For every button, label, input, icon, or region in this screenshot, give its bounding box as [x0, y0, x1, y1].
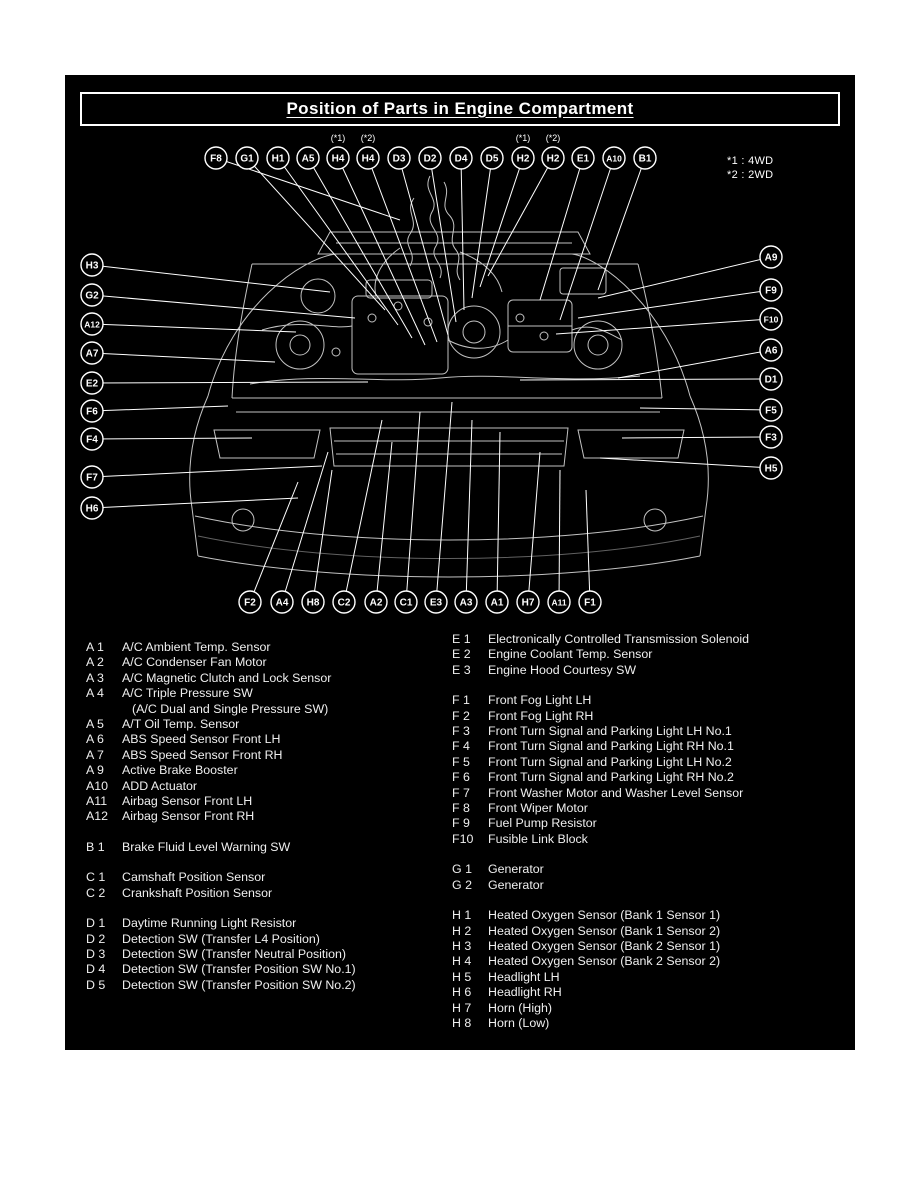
callout-f8 — [205, 147, 227, 169]
legend-text: Horn (High) — [488, 1000, 553, 1015]
callout-a2 — [365, 591, 387, 613]
leader-line — [488, 158, 553, 276]
legend-text: Front Turn Signal and Parking Light LH No.2 — [488, 754, 732, 769]
legend-row — [86, 732, 446, 747]
legend-code: B 1 — [86, 839, 105, 854]
legend-column-left — [86, 640, 446, 1008]
legend-row — [86, 870, 446, 885]
legend-row — [452, 724, 852, 739]
legend-row — [452, 663, 852, 678]
callout-g2 — [81, 284, 103, 306]
callout-h1 — [267, 147, 289, 169]
legend-code: D 5 — [86, 977, 106, 992]
legend-row — [86, 886, 446, 901]
legend-row — [452, 924, 852, 939]
legend-code: H 1 — [452, 908, 472, 923]
callout-e1 — [572, 147, 594, 169]
callout-h3 — [81, 254, 103, 276]
legend-code: H 3 — [452, 938, 472, 953]
callout-f10 — [760, 308, 782, 330]
callout-a1 — [486, 591, 508, 613]
callout-label: C1 — [399, 597, 413, 609]
legend-row — [452, 755, 852, 770]
leader-line — [559, 470, 560, 602]
callout-label: H2 — [516, 153, 530, 165]
callout-c2 — [333, 591, 355, 613]
legend-row — [452, 908, 852, 923]
variant-note-2wd: *2 : 2WD — [727, 169, 774, 181]
callout-d4 — [450, 147, 472, 169]
callout-label: F3 — [765, 432, 777, 444]
legend-text: Headlight LH — [488, 969, 560, 984]
callout-a10 — [603, 147, 625, 169]
callout-label: F10 — [763, 314, 779, 325]
legend-code: A 9 — [86, 763, 104, 778]
leader-line — [466, 420, 472, 602]
legend-code: E 2 — [452, 647, 471, 662]
callout-d5 — [481, 147, 503, 169]
callout-label: A1 — [490, 597, 504, 609]
callout-f3 — [760, 426, 782, 448]
legend-code: F 9 — [452, 816, 470, 831]
legend-text: (A/C Dual and Single Pressure SW) — [132, 701, 329, 716]
callout-label: A4 — [275, 597, 289, 609]
legend-code: A 4 — [86, 686, 104, 701]
legend-code: E 3 — [452, 662, 471, 677]
legend-code: F 5 — [452, 754, 470, 769]
callout-label: D2 — [423, 153, 437, 165]
leader-line — [247, 158, 385, 310]
callout-c1 — [395, 591, 417, 613]
leader-line — [92, 382, 368, 383]
legend-text: A/C Triple Pressure SW — [122, 686, 253, 701]
legend-text: Generator — [488, 877, 544, 892]
callout-label: F2 — [244, 597, 256, 609]
legend-text: Detection SW (Transfer Position SW No.2) — [122, 977, 356, 992]
callout-label: H4 — [331, 153, 345, 165]
legend-text: Fuel Pump Resistor — [488, 816, 597, 831]
callout-label: E3 — [429, 597, 443, 609]
leader-line — [578, 290, 771, 318]
legend-text: Horn (Low) — [488, 1015, 550, 1030]
callout-label: A6 — [764, 345, 778, 357]
callout-label: F7 — [86, 472, 98, 484]
legend-text: Engine Hood Courtesy SW — [488, 662, 637, 677]
legend-row — [86, 932, 446, 947]
leader-line — [556, 319, 771, 334]
callout-a5 — [297, 147, 319, 169]
legend-code: D 4 — [86, 962, 106, 977]
callout-a9 — [760, 246, 782, 268]
legend-code: H 7 — [452, 1000, 472, 1015]
legend-text: A/C Ambient Temp. Sensor — [122, 640, 271, 654]
legend-text: Daytime Running Light Resistor — [122, 916, 297, 931]
leader-line — [520, 379, 771, 380]
legend-code: A10 — [86, 778, 109, 793]
legend-row — [86, 640, 446, 655]
callout-d2 — [419, 147, 441, 169]
legend-row — [452, 816, 852, 831]
callout-f5 — [760, 399, 782, 421]
legend-text: Heated Oxygen Sensor (Bank 2 Sensor 2) — [488, 954, 721, 969]
legend-text: A/C Magnetic Clutch and Lock Sensor — [122, 670, 332, 685]
legend-row — [86, 978, 446, 993]
legend-text: Generator — [488, 862, 544, 877]
legend-code: D 2 — [86, 931, 106, 946]
legend-text: Front Turn Signal and Parking Light RH No.2 — [488, 770, 734, 785]
leader-line — [528, 452, 540, 602]
legend-row — [86, 655, 446, 670]
legend-row — [86, 748, 446, 763]
callout-variant-note: (*1) — [515, 133, 531, 143]
legend-row — [86, 947, 446, 962]
callout-label: H3 — [85, 260, 99, 272]
legend-group — [452, 693, 852, 847]
callout-variant-note: (*2) — [360, 133, 376, 143]
callout-variant-note: (*2) — [545, 133, 561, 143]
callout-label: A5 — [301, 153, 315, 165]
callout-label: H4 — [361, 153, 375, 165]
callout-h4 — [357, 147, 379, 169]
leader-line — [598, 158, 645, 290]
legend-group — [452, 908, 852, 1031]
leader-line — [92, 406, 228, 411]
leader-line — [472, 158, 492, 298]
legend-row — [86, 779, 446, 794]
callout-d3 — [388, 147, 410, 169]
legend-row — [452, 954, 852, 969]
legend-text: Front Turn Signal and Parking Light RH No.1 — [488, 739, 734, 754]
legend-group — [452, 632, 852, 678]
callout-label: F6 — [86, 406, 98, 418]
legend-row — [452, 832, 852, 847]
callout-h4 — [327, 147, 349, 169]
callout-label: A10 — [606, 153, 622, 164]
legend-text: Heated Oxygen Sensor (Bank 2 Sensor 1) — [488, 938, 721, 953]
legend-row — [86, 794, 446, 809]
legend-row — [452, 770, 852, 785]
leader-line — [278, 158, 398, 325]
callout-h2 — [542, 147, 564, 169]
title-box — [80, 92, 840, 126]
callout-f4 — [81, 428, 103, 450]
legend-row — [452, 939, 852, 954]
legend-text: Detection SW (Transfer Neutral Position) — [122, 946, 347, 961]
leader-line — [308, 158, 412, 338]
legend-code: G 1 — [452, 862, 472, 877]
callout-label: A3 — [459, 597, 473, 609]
legend-code: F10 — [452, 831, 474, 846]
legend-code: F 6 — [452, 770, 470, 785]
engine-illustration — [190, 176, 709, 577]
legend-row — [452, 1016, 852, 1031]
callout-label: D4 — [454, 153, 468, 165]
callout-f7 — [81, 466, 103, 488]
leader-line — [92, 265, 330, 292]
callout-label: D1 — [764, 374, 778, 386]
leader-line — [313, 470, 332, 602]
leader-line — [399, 158, 448, 335]
legend-group — [86, 916, 446, 993]
callout-h5 — [760, 457, 782, 479]
legend-code: F 3 — [452, 724, 470, 739]
callout-e2 — [81, 372, 103, 394]
callout-f9 — [760, 279, 782, 301]
legend-text: Front Fog Light LH — [488, 693, 592, 708]
callout-label: B1 — [638, 153, 652, 165]
legend-group — [86, 870, 446, 901]
leader-line — [92, 324, 296, 332]
callout-a11 — [548, 591, 570, 613]
callout-label: E1 — [576, 153, 590, 165]
legend-row — [452, 985, 852, 1000]
legend-row — [86, 686, 446, 701]
legend-row — [452, 1001, 852, 1016]
leader-line — [436, 402, 452, 602]
legend-code: F 8 — [452, 801, 470, 816]
callout-e3 — [425, 591, 447, 613]
leader-line — [92, 498, 298, 508]
legend-code: F 1 — [452, 693, 470, 708]
legend-text: Active Brake Booster — [122, 763, 238, 778]
leader-line — [338, 158, 425, 345]
legend-code: C 1 — [86, 870, 106, 885]
legend-text: ADD Actuator — [122, 778, 198, 793]
callout-label: A9 — [764, 252, 778, 264]
legend-text: Headlight RH — [488, 985, 562, 1000]
leader-line — [598, 257, 771, 298]
legend-row — [86, 840, 446, 855]
legend-text: Electronically Controlled Transmission Solenoid — [488, 632, 750, 646]
leader-line — [92, 438, 252, 439]
legend-row — [452, 970, 852, 985]
callout-label: H8 — [306, 597, 320, 609]
leader-line — [368, 158, 437, 342]
callout-h7 — [517, 591, 539, 613]
legend-code: D 3 — [86, 946, 106, 961]
legend-code: H 6 — [452, 985, 472, 1000]
legend-text: Airbag Sensor Front RH — [122, 809, 255, 824]
legend-code: G 2 — [452, 877, 472, 892]
leader-line — [92, 353, 275, 362]
legend-row — [452, 647, 852, 662]
legend-code: A 1 — [86, 640, 104, 654]
callout-a12 — [81, 313, 103, 335]
legend-text: Front Fog Light RH — [488, 708, 594, 723]
legend-code: E 1 — [452, 632, 471, 646]
callout-a6 — [760, 339, 782, 361]
legend-text: Airbag Sensor Front LH — [122, 794, 253, 809]
leader-line — [461, 158, 464, 310]
callout-a4 — [271, 591, 293, 613]
legend-group — [86, 840, 446, 855]
callout-label: H1 — [271, 153, 285, 165]
leader-line — [618, 350, 771, 378]
leader-line — [622, 437, 771, 438]
legend-row — [86, 916, 446, 931]
legend-text: ABS Speed Sensor Front RH — [122, 747, 283, 762]
callout-f2 — [239, 591, 261, 613]
legend-row — [86, 809, 446, 824]
legend-row — [86, 717, 446, 732]
legend-code: C 2 — [86, 885, 106, 900]
callout-label: H2 — [546, 153, 560, 165]
callout-label: H7 — [521, 597, 535, 609]
callout-label: H5 — [764, 463, 778, 475]
legend-row — [452, 862, 852, 877]
callout-h2 — [512, 147, 534, 169]
legend-text: Crankshaft Position Sensor — [122, 885, 273, 900]
legend-code: A 5 — [86, 717, 104, 732]
callout-label: E2 — [85, 378, 99, 390]
callout-h8 — [302, 591, 324, 613]
legend-text: Front Washer Motor and Washer Level Sensor — [488, 785, 744, 800]
leader-line — [282, 452, 328, 602]
legend-row — [452, 739, 852, 754]
leader-line — [640, 408, 771, 410]
callout-f1 — [579, 591, 601, 613]
legend-text: Detection SW (Transfer L4 Position) — [122, 931, 320, 946]
variant-note-4wd: *1 : 4WD — [727, 155, 774, 167]
legend-code: F 7 — [452, 785, 470, 800]
leader-line — [92, 466, 322, 477]
callout-label: A7 — [85, 348, 99, 360]
legend-text: Front Turn Signal and Parking Light LH No.1 — [488, 724, 732, 739]
legend-row — [86, 763, 446, 778]
legend-code: A 3 — [86, 670, 104, 685]
leader-line — [540, 158, 583, 300]
callout-d1 — [760, 368, 782, 390]
legend-text: Engine Coolant Temp. Sensor — [488, 647, 653, 662]
legend-row — [452, 786, 852, 801]
legend-code: A 6 — [86, 732, 104, 747]
callout-variant-note: (*1) — [330, 133, 346, 143]
legend-row — [86, 671, 446, 686]
legend-text: Heated Oxygen Sensor (Bank 1 Sensor 2) — [488, 923, 721, 938]
page-title: Position of Parts in Engine Compartment — [286, 99, 634, 118]
legend-code: D 1 — [86, 916, 106, 931]
callout-a7 — [81, 342, 103, 364]
legend-group — [452, 862, 852, 893]
legend-row — [452, 632, 852, 647]
legend-code: F 2 — [452, 708, 470, 723]
legend-text: Camshaft Position Sensor — [122, 870, 266, 885]
legend-code: A11 — [86, 794, 108, 809]
callout-label: F5 — [765, 405, 777, 417]
legend-text: Fusible Link Block — [488, 831, 588, 846]
legend-row — [452, 878, 852, 893]
callout-label: F8 — [210, 153, 222, 165]
legend-row — [452, 801, 852, 816]
leader-line — [480, 158, 523, 287]
callout-label: F4 — [86, 434, 98, 446]
legend-code: F 4 — [452, 739, 470, 754]
legend-text: A/T Oil Temp. Sensor — [122, 717, 240, 732]
legend-code: H 5 — [452, 969, 472, 984]
callout-label: G1 — [240, 153, 254, 165]
callout-label: A11 — [551, 597, 567, 608]
legend-code: A 7 — [86, 747, 104, 762]
legend-code: A12 — [86, 809, 109, 824]
legend-code: A 2 — [86, 655, 104, 670]
legend-code: H 8 — [452, 1015, 472, 1030]
legend-text: ABS Speed Sensor Front LH — [122, 732, 281, 747]
leader-line — [586, 490, 590, 602]
leader-line — [600, 458, 771, 468]
legend-code: H 2 — [452, 923, 472, 938]
callout-label: A2 — [369, 597, 383, 609]
legend-code — [86, 702, 122, 717]
callout-label: H6 — [85, 503, 99, 515]
legend-text: Detection SW (Transfer Position SW No.1) — [122, 962, 356, 977]
callout-b1 — [634, 147, 656, 169]
callout-label: F9 — [765, 285, 777, 297]
legend-row — [452, 693, 852, 708]
legend-text: Heated Oxygen Sensor (Bank 1 Sensor 1) — [488, 908, 721, 923]
leader-line — [92, 295, 355, 318]
legend-group — [86, 640, 446, 825]
legend-code: H 4 — [452, 954, 472, 969]
callout-label: C2 — [337, 597, 351, 609]
legend-text: Brake Fluid Level Warning SW — [122, 839, 291, 854]
callout-label: F1 — [584, 597, 596, 609]
legend-text: Front Wiper Motor — [488, 801, 588, 816]
callout-label: G2 — [85, 290, 99, 302]
callout-a3 — [455, 591, 477, 613]
legend-row — [86, 962, 446, 977]
callout-f6 — [81, 400, 103, 422]
callout-label: D5 — [485, 153, 499, 165]
callout-label: A12 — [84, 319, 100, 330]
legend-row — [86, 702, 446, 717]
legend-column-right — [452, 632, 852, 1046]
legend-row — [452, 709, 852, 724]
legend-text: A/C Condenser Fan Motor — [122, 655, 267, 670]
callout-h6 — [81, 497, 103, 519]
callout-label: D3 — [392, 153, 406, 165]
callout-g1 — [236, 147, 258, 169]
